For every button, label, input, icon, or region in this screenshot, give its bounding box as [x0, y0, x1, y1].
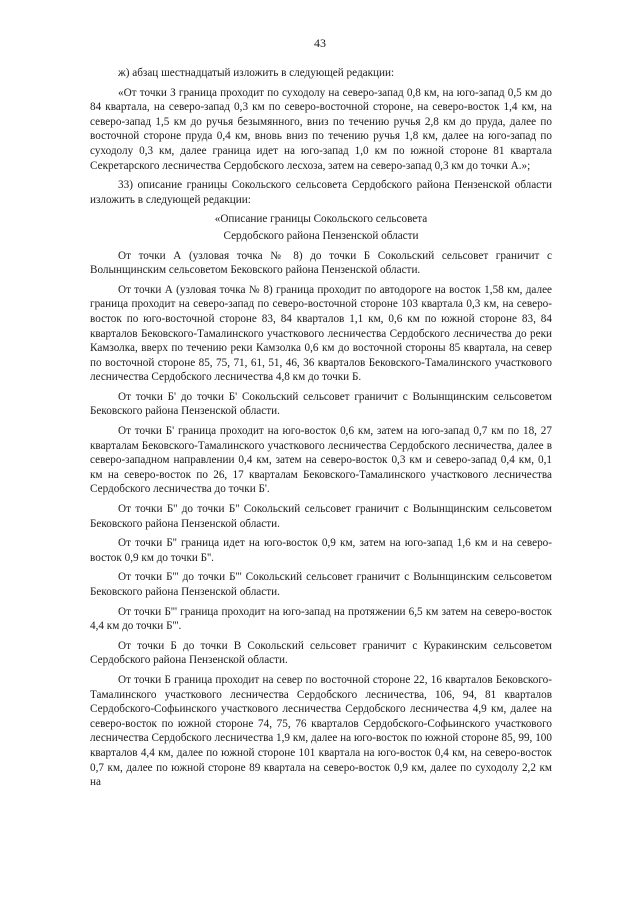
paragraph-body-3: От точки Б' до точки Б' Сокольский сельсовет граничит с Волынщинским сельсоветом Бековского района Пензенской области. — [90, 390, 552, 418]
section-title-line-1: «Описание границы Сокольского сельсовета — [214, 213, 428, 226]
paragraph-body-7: От точки Б''' до точки Б''' Сокольский сельсовет граничит с Волынщинским сельсоветом Бековского района Пензенской области. — [90, 571, 552, 598]
paragraph-body-6: От точки Б'' граница идет на юго-восток 0,9 км, затем на юго-запад 1,6 км и на северо-восток 0,9 км до точки Б''. — [90, 537, 552, 564]
paragraph-body-9: От точки Б до точки В Сокольский сельсовет граничит с Куракинским сельсоветом Сердобского района Пензенской области. — [90, 639, 552, 667]
paragraph-body-10: От точки Б граница проходит на север по восточной стороне 22, 16 кварталов Бековского-Тамалинского участкового лесничества Сердобского лесничества, 106, 94, 81 кварталов Сердобского-Софьинского участкового лесничества Сердобского лесничества 4,9 км, далее на северо-восток по южной стороне 74, 75, 76 кварталов Сердобского-Софьинского участкового лесничества Сердобского лесничества 1,9 км, далее на юго-восток по южной стороне 85, 99, 100 кварталов 4,4 км, далее по южной стороне 101 квартала на юго-восток 0,4 км, на северо-восток 0,7 км, далее по южной стороне 89 квартала на северо-восток 0,9 км, далее по суходолу 2,2 км на — [90, 673, 552, 789]
section-title — [90, 212, 552, 243]
paragraph-body-5: От точки Б'' до точки Б'' Сокольский сельсовет граничит с Волынщинским сельсоветом Бековского района Пензенской области. — [90, 503, 552, 530]
paragraph-section-33: 33) описание границы Сокольского сельсовета Сердобского района Пензенской области изложить в следующей редакции: — [90, 179, 552, 206]
paragraph-body-4: От точки Б' граница проходит на юго-восток 0,6 км, затем на юго-запад 0,7 км по 18, 27 кварталам Бековского-Тамалинского участкового лесничества Сердобского лесничества, далее в северо-западном направлении 0,4 км, затем на северо-восток 0,3 км и северо-запад 0,4 км, 0,1 км на северо-восток по 26, 17 кварталам Бековского-Тамалинского участкового лесничества Сердобского лесничества до точки Б'. — [90, 425, 552, 496]
paragraph-point-z: «От точки З граница проходит по суходолу на северо-запад 0,8 км, на юго-запад 0,5 км до 84 квартала, на северо-запад 0,3 км по северо-восточной стороне, на северо-восток 1,4 км, на северо-запад 1,5 км до ручья безымянного, вниз по течению ручья 2,8 км до пруда, далее по восточной стороне пруда 0,4 км, вновь вниз по течению ручья 1,8 км, далее на юго-запад по суходолу 0,3 км, далее граница идет на юго-запад 1,0 км по южной стороне 81 квартала Секретарского лесничества Сердобского лесхоза, затем на северо-запад 0,3 км до точки А.»; — [90, 86, 552, 172]
paragraph-amendment-intro: ж) абзац шестнадцатый изложить в следующей редакции: — [118, 67, 395, 79]
document-body — [90, 66, 552, 795]
page-number: 43 — [314, 36, 326, 50]
paragraph-body-1: От точки А (узловая точка № 8) до точки Б Сокольский сельсовет граничит с Волынщинским сельсоветом Бековского района Пензенской области. — [90, 249, 552, 277]
paragraph-body-2: От точки А (узловая точка № 8) граница проходит по автодороге на восток 1,58 км, далее граница проходит на северо-запад по северо-восточной стороне 103 квартала 0,3 км, на северо-восток по юго-восточной стороне 83, 84 кварталов 1,1 км, 0,6 км по южной стороне 83, 84 кварталов Бековского-Тамалинского участкового лесничества Сердобского лесничества до реки Камзолка, вверх по течению реки Камзолка 0,6 км до восточной стороны 85 квартала, на север по восточной стороне 85, 75, 71, 61, 51, 46, 36 кварталов Бековского-Тамалинского участкового лесничества Сердобского лесничества 4,8 км до точки Б. — [90, 283, 552, 384]
section-title-line-2: Сердобского района Пензенской области — [223, 229, 419, 242]
paragraph-body-8: От точки Б''' граница проходит на юго-запад на протяжении 6,5 км затем на северо-восток 4,4 км до точки Б'''. — [90, 605, 552, 633]
